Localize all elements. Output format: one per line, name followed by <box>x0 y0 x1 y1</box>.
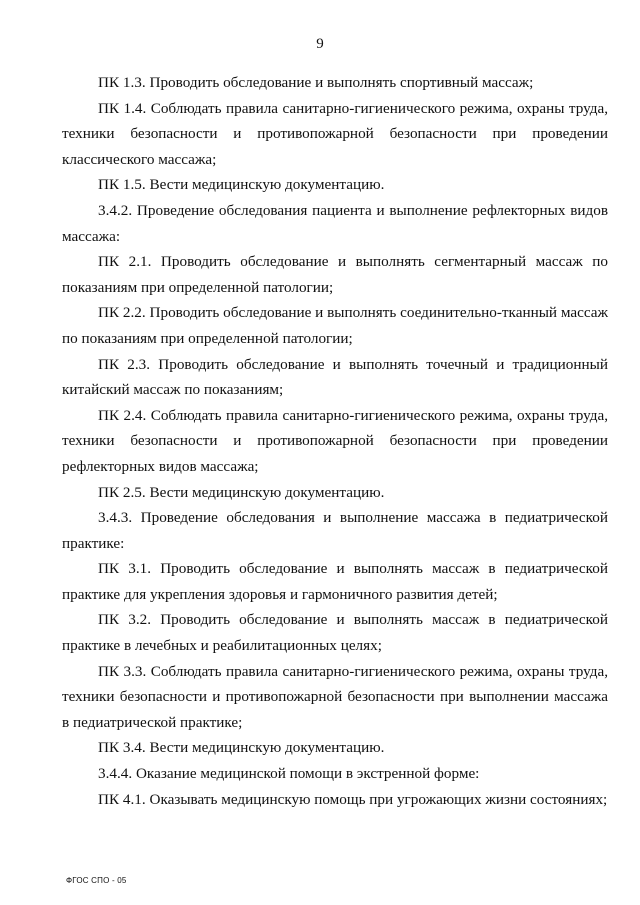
paragraph-pk-1-5: ПК 1.5. Вести медицинскую документацию. <box>98 176 385 194</box>
paragraph-section-3-4-2: 3.4.2. Проведение обследования пациента и выполнение рефлекторных видов массажа: <box>62 201 608 245</box>
paragraph-pk-3-2: ПК 3.2. Проводить обследование и выполнять массаж в педиатрической практике в лечебных и реабилитационных целях; <box>62 611 608 655</box>
footer-standard-code: ФГОС СПО - 05 <box>66 876 127 885</box>
paragraph-section-3-4-3: 3.4.3. Проведение обследования и выполнение массажа в педиатрической практике: <box>62 509 608 552</box>
paragraph-pk-1-4: ПК 1.4. Соблюдать правила санитарно-гигиенического режима, охраны труда, техники безопасности и противопожарной безопасности при проведении классического массажа; <box>62 99 608 168</box>
paragraph-pk-2-1: ПК 2.1. Проводить обследование и выполнять сегментарный массаж по показаниям при определенной патологии; <box>62 253 608 296</box>
paragraph-pk-2-4: ПК 2.4. Соблюдать правила санитарно-гигиенического режима, охраны труда, техники безопасности и противопожарной безопасности при проведении рефлекторных видов массажа; <box>62 406 608 475</box>
page-number: 9 <box>316 36 324 52</box>
paragraph-section-3-4-4: 3.4.4. Оказание медицинской помощи в экстренной форме: <box>98 765 480 783</box>
paragraph-pk-3-3: ПК 3.3. Соблюдать правила санитарно-гигиенического режима, охраны труда, техники безопасности и противопожарной безопасности при выполнении массажа в педиатрической практике; <box>62 662 608 731</box>
paragraph-pk-4-1: ПК 4.1. Оказывать медицинскую помощь при угрожающих жизни состояниях; <box>98 790 608 808</box>
paragraph-pk-2-5: ПК 2.5. Вести медицинскую документацию. <box>98 483 385 501</box>
paragraph-pk-3-4: ПК 3.4. Вести медицинскую документацию. <box>98 739 385 757</box>
paragraph-pk-2-3: ПК 2.3. Проводить обследование и выполнять точечный и традиционный китайский массаж по показаниям; <box>62 355 608 399</box>
paragraph-pk-1-3: ПК 1.3. Проводить обследование и выполнять спортивный массаж; <box>98 74 534 91</box>
paragraph-pk-2-2: ПК 2.2. Проводить обследование и выполнять соединительно-тканный массаж по показаниям при определенной патологии; <box>62 304 608 347</box>
paragraph-pk-3-1: ПК 3.1. Проводить обследование и выполнять массаж в педиатрической практике для укрепления здоровья и гармоничного развития детей; <box>62 560 608 603</box>
page-body <box>62 70 608 812</box>
